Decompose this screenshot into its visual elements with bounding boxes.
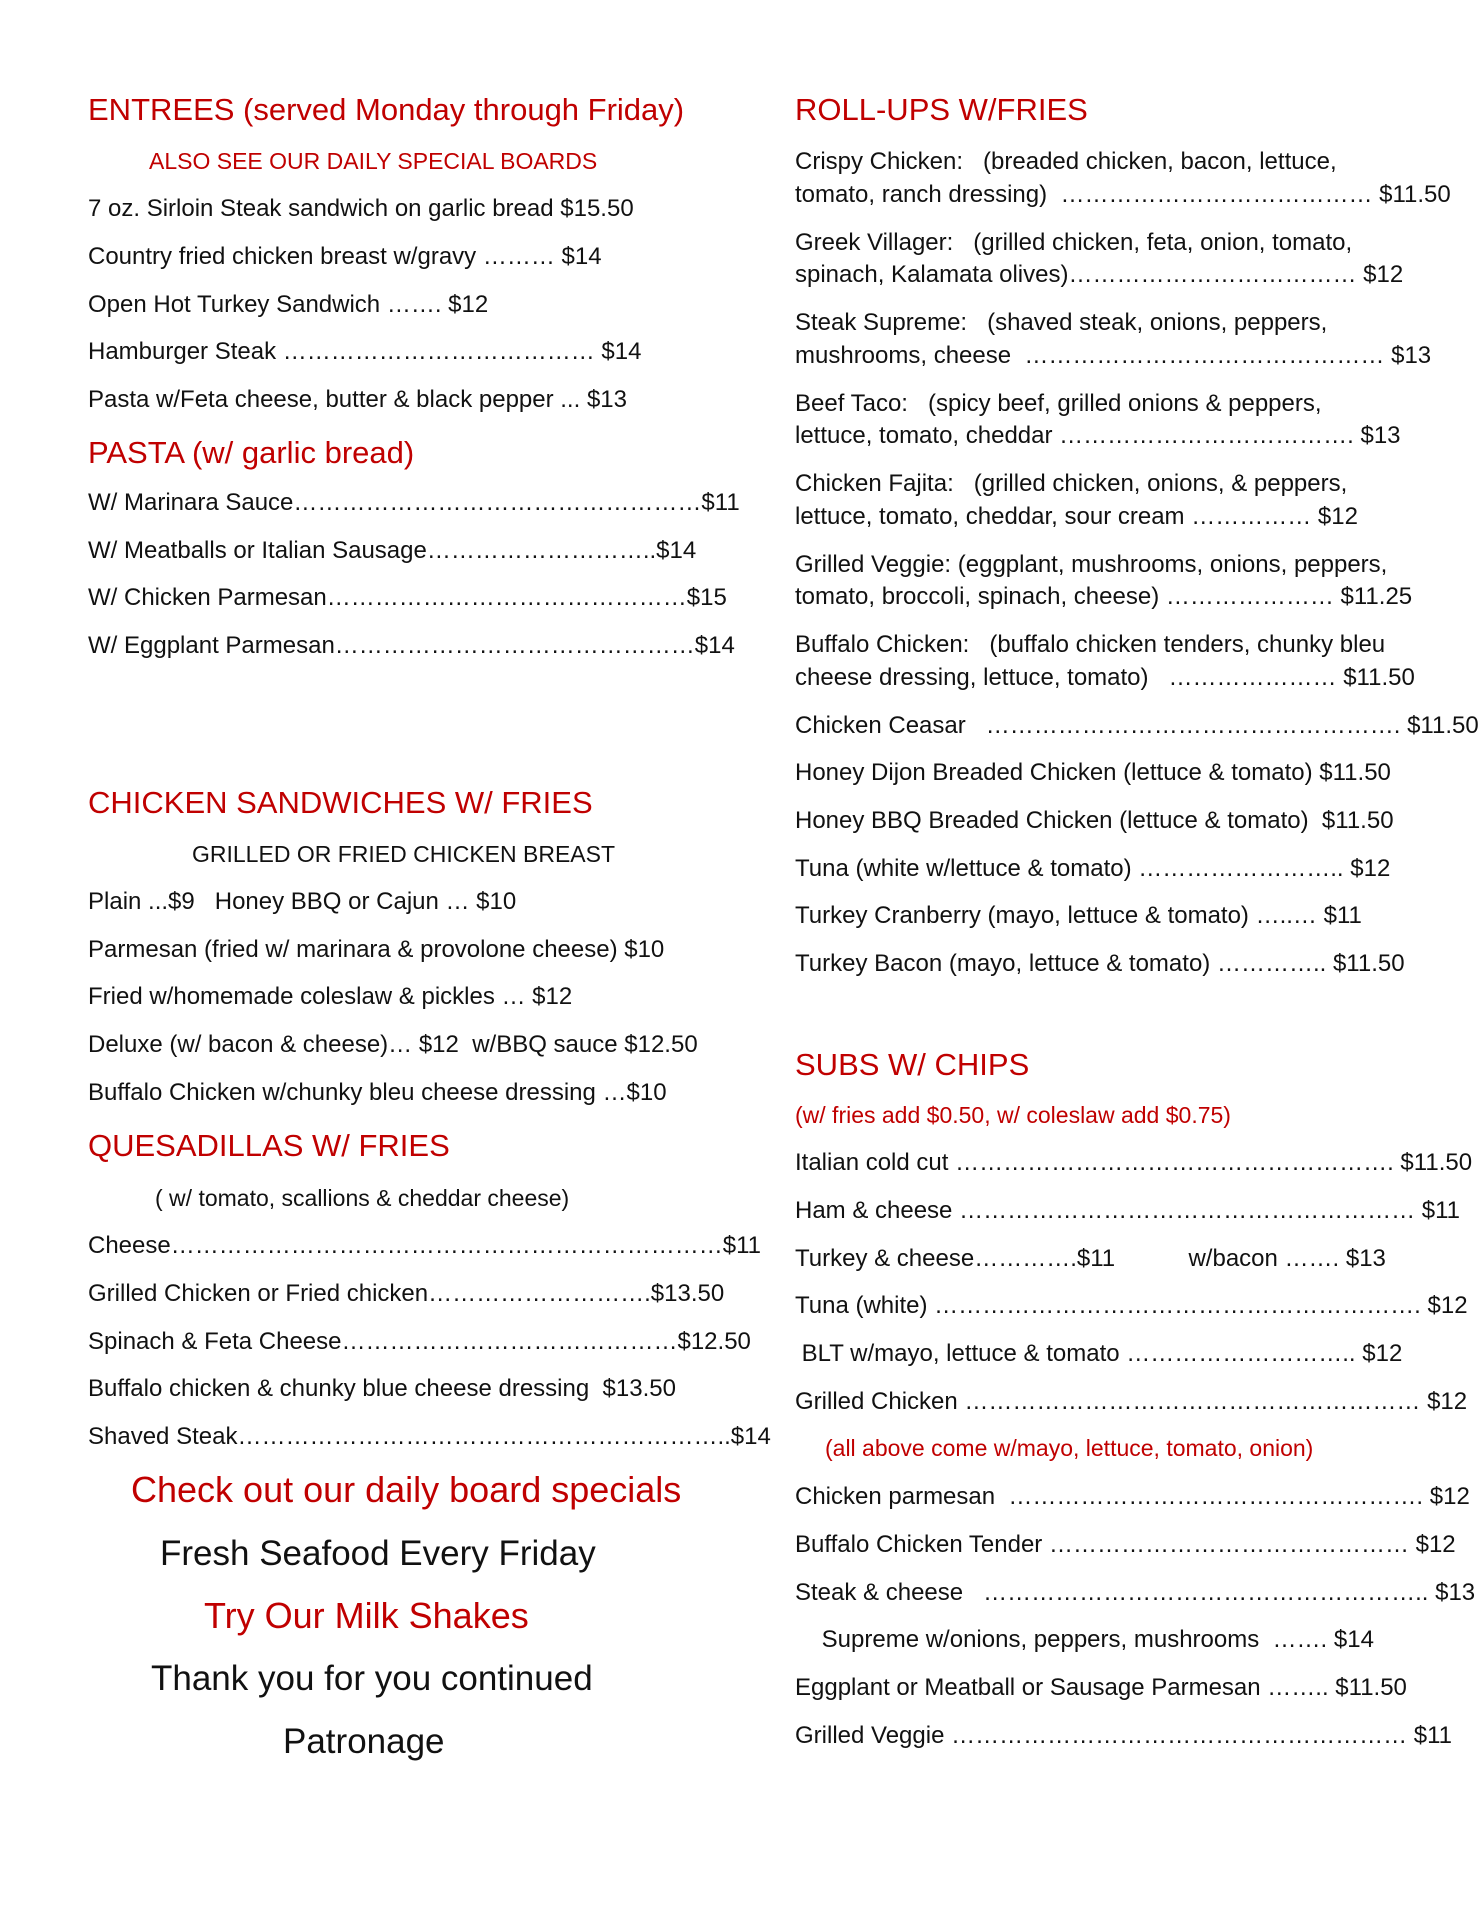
menu-item: Crispy Chicken: (breaded chicken, bacon, lettuce, <box>795 148 1337 175</box>
menu-item: lettuce, tomato, cheddar ………………………………. $13 <box>795 422 1401 449</box>
promo-milkshakes: Try Our Milk Shakes <box>204 1595 529 1636</box>
menu-item: Chicken parmesan ……………………………………………. $12 <box>795 1483 1470 1510</box>
menu-item: Ham & cheese ………………………………………………… $11 <box>795 1197 1461 1224</box>
promo-thanks-line1: Thank you for you continued <box>151 1659 593 1698</box>
entrees-title: ENTREES (served Monday through Friday) <box>88 92 685 127</box>
chicken-sandwiches-title: CHICKEN SANDWICHES W/ FRIES <box>88 785 593 820</box>
menu-item: spinach, Kalamata olives)……………………………… $12 <box>795 261 1404 288</box>
menu-item: Grilled Veggie: (eggplant, mushrooms, onions, peppers, <box>795 551 1388 578</box>
menu-item: Honey Dijon Breaded Chicken (lettuce & tomato) $11.50 <box>795 759 1391 786</box>
quesadillas-subtitle: ( w/ tomato, scallions & cheddar cheese) <box>155 1185 570 1211</box>
menu-item: Supreme w/onions, peppers, mushrooms ……. $14 <box>795 1626 1374 1653</box>
subs-subtitle: (w/ fries add $0.50, w/ coleslaw add $0.75) <box>795 1102 1231 1128</box>
chicken-sandwiches-subtitle: GRILLED OR FRIED CHICKEN BREAST <box>192 841 616 867</box>
menu-item: Grilled Chicken or Fried chicken……………………….$13.50 <box>88 1280 725 1307</box>
entrees-subtitle: ALSO SEE OUR DAILY SPECIAL BOARDS <box>149 148 598 174</box>
menu-item: Steak Supreme: (shaved steak, onions, peppers, <box>795 309 1328 336</box>
menu-item: Buffalo Chicken w/chunky bleu cheese dressing …$10 <box>88 1079 667 1106</box>
menu-item: Deluxe (w/ bacon & cheese)… $12 w/BBQ sauce $12.50 <box>88 1031 698 1058</box>
menu-item: Shaved Steak……………………………………………………..$14 <box>88 1423 771 1450</box>
menu-item: Honey BBQ Breaded Chicken (lettuce & tomato) $11.50 <box>795 807 1394 834</box>
menu-item: W/ Meatballs or Italian Sausage………………………..$14 <box>88 537 697 564</box>
menu-item: tomato, broccoli, spinach, cheese) ………………… $11.25 <box>795 583 1413 610</box>
menu-item: tomato, ranch dressing) ………………………………… $11.50 <box>795 181 1451 208</box>
menu-item: mushrooms, cheese ……………………………………… $13 <box>795 342 1432 369</box>
menu-item: Buffalo Chicken Tender ……………………………………… $12 <box>795 1531 1456 1558</box>
menu-item: W/ Eggplant Parmesan………………………………………$14 <box>88 632 735 659</box>
rollups-title: ROLL-UPS W/FRIES <box>795 92 1088 127</box>
menu-item: lettuce, tomato, cheddar, sour cream …………… $12 <box>795 503 1358 530</box>
menu-item: Buffalo Chicken: (buffalo chicken tenders, chunky bleu <box>795 631 1386 658</box>
menu-item: Fried w/homemade coleslaw & pickles … $12 <box>88 983 573 1010</box>
subs-title: SUBS W/ CHIPS <box>795 1047 1030 1082</box>
menu-item: Country fried chicken breast w/gravy ……… $14 <box>88 243 602 270</box>
menu-item: Eggplant or Meatball or Sausage Parmesan …….. $11.50 <box>795 1674 1407 1701</box>
menu-item: Greek Villager: (grilled chicken, feta, onion, tomato, <box>795 229 1353 256</box>
subs-note: (all above come w/mayo, lettuce, tomato, onion) <box>825 1435 1314 1461</box>
menu-item: Tuna (white) ……………………………………………………. $12 <box>795 1292 1468 1319</box>
menu-item: W/ Chicken Parmesan………………………………………$15 <box>88 584 727 611</box>
menu-item: Pasta w/Feta cheese, butter & black pepper ... $13 <box>88 386 627 413</box>
menu-item: Cheese……………………………………………………………$11 <box>88 1232 761 1259</box>
menu-item: Turkey Cranberry (mayo, lettuce & tomato) …..… $11 <box>795 902 1362 929</box>
menu-item: Buffalo chicken & chunky blue cheese dressing $13.50 <box>88 1375 676 1402</box>
menu-item: Chicken Ceasar ……………………………………………. $11.50 <box>795 712 1479 739</box>
menu-item: Hamburger Steak ………………………………… $14 <box>88 338 642 365</box>
menu-item: Spinach & Feta Cheese……………………………………$12.50 <box>88 1328 751 1355</box>
menu-item: Parmesan (fried w/ marinara & provolone cheese) $10 <box>88 936 665 963</box>
menu-item: Italian cold cut ………………………………………………. $11.50 <box>795 1149 1473 1176</box>
menu-item: Tuna (white w/lettuce & tomato) …………………….. $12 <box>795 855 1391 882</box>
menu-item: 7 oz. Sirloin Steak sandwich on garlic bread $15.50 <box>88 195 634 222</box>
promo-daily-board: Check out our daily board specials <box>131 1469 682 1510</box>
menu-item: W/ Marinara Sauce……………………………………………$11 <box>88 489 740 516</box>
menu-item: Turkey Bacon (mayo, lettuce & tomato) ………….. $11.50 <box>795 950 1405 977</box>
menu-item: Grilled Veggie ………………………………………………… $11 <box>795 1722 1453 1749</box>
menu-item: Steak & cheese ……………………………………………….. $13 <box>795 1579 1476 1606</box>
menu-item: Plain ...$9 Honey BBQ or Cajun … $10 <box>88 888 517 915</box>
menu-item: Chicken Fajita: (grilled chicken, onions, & peppers, <box>795 470 1348 497</box>
menu-item: Turkey & cheese………….$11 w/bacon ……. $13 <box>795 1245 1386 1272</box>
promo-seafood: Fresh Seafood Every Friday <box>160 1534 596 1573</box>
menu-item: cheese dressing, lettuce, tomato) ………………… $11.50 <box>795 664 1415 691</box>
menu-item: Open Hot Turkey Sandwich ……. $12 <box>88 291 489 318</box>
menu-item: Beef Taco: (spicy beef, grilled onions & peppers, <box>795 390 1322 417</box>
menu-item: Grilled Chicken ………………………………………………… $12 <box>795 1388 1468 1415</box>
pasta-title: PASTA (w/ garlic bread) <box>88 435 415 470</box>
menu-item: BLT w/mayo, lettuce & tomato ……………………….. $12 <box>795 1340 1403 1367</box>
quesadillas-title: QUESADILLAS W/ FRIES <box>88 1128 450 1163</box>
promo-thanks-line2: Patronage <box>283 1722 445 1761</box>
